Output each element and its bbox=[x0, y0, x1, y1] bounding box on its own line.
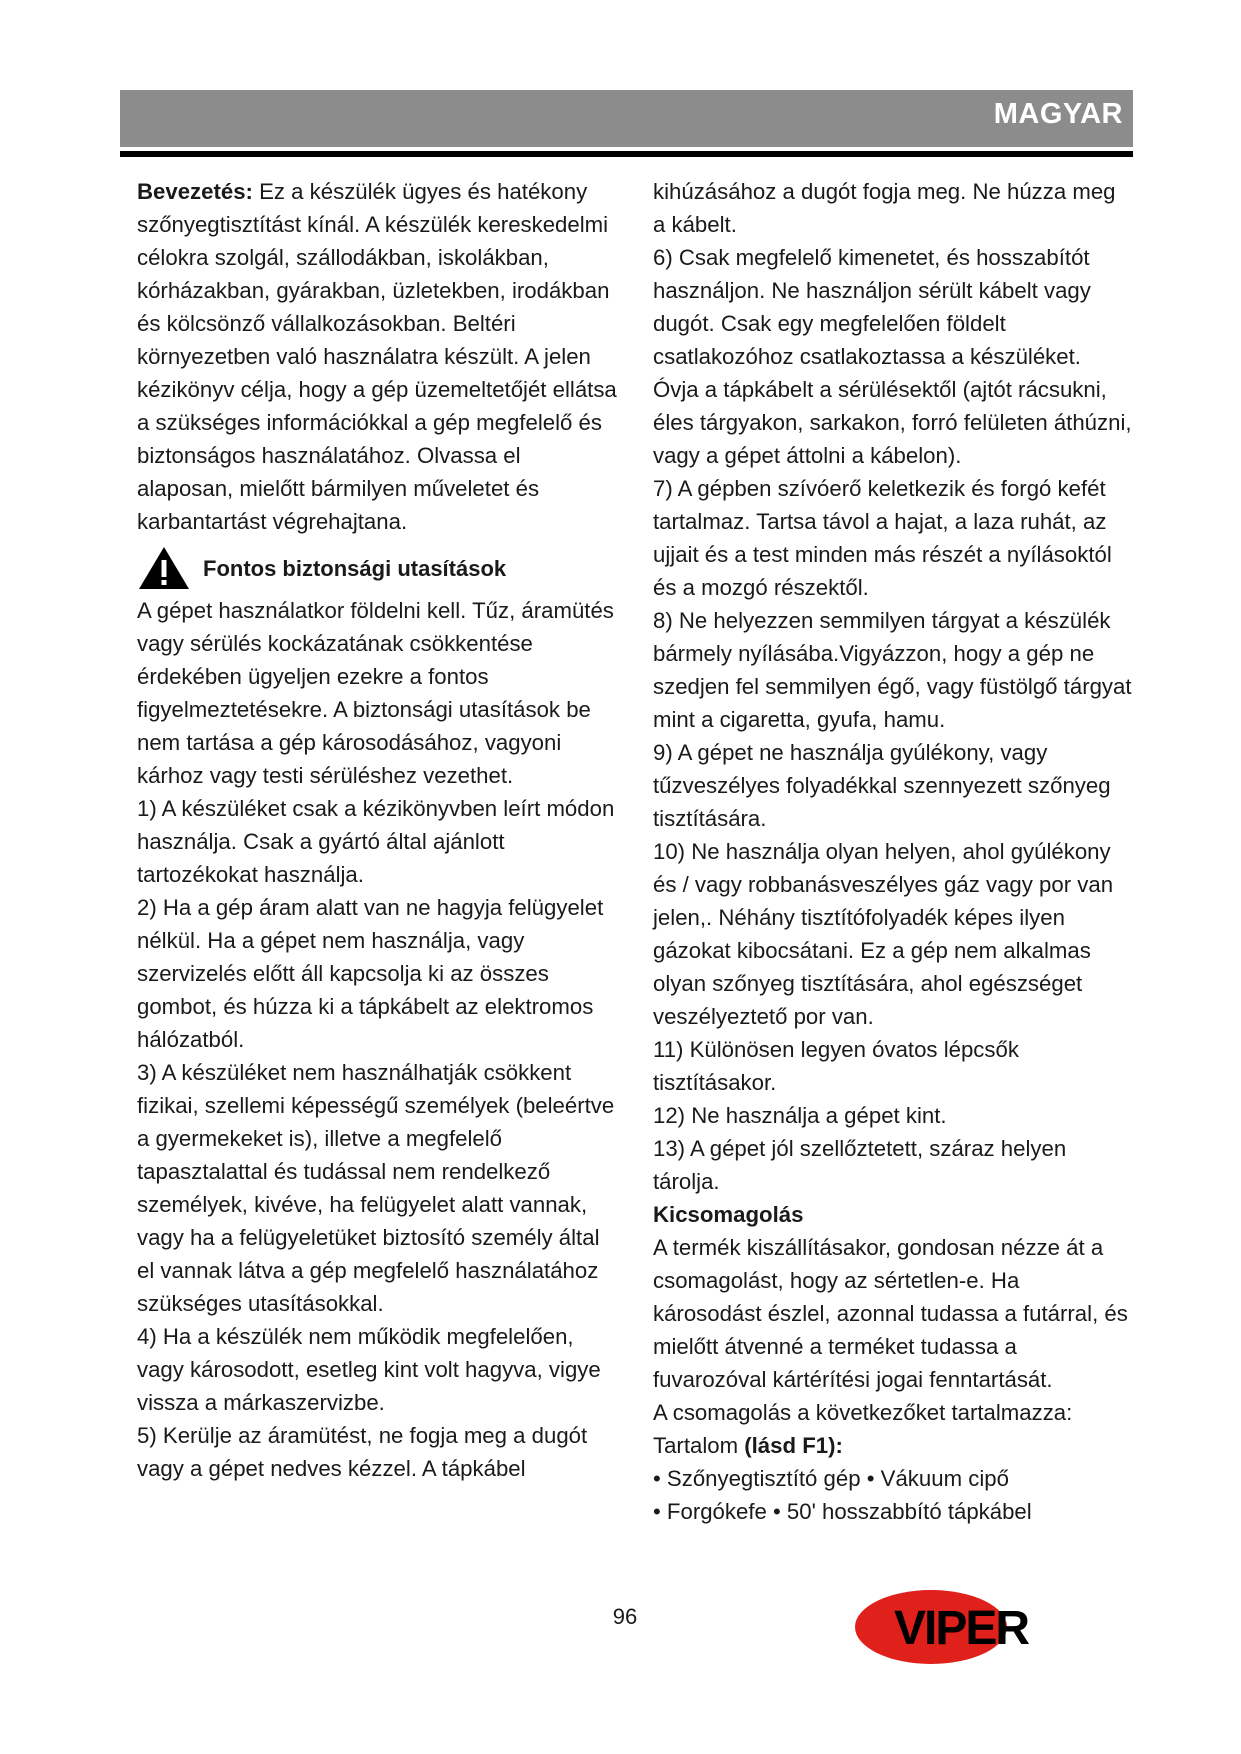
left-column bbox=[137, 175, 617, 1485]
cable-note: Óvja a tápkábelt a sérülésektől (ajtót rácsukni, éles tárgyakon, sarkakon, forró felületen áthúzni, vagy a gépet áttolni a kábelon). bbox=[653, 377, 1132, 468]
page-number: 96 bbox=[612, 1604, 638, 1629]
safety-item-5-continued: kihúzásához a dugót fogja meg. Ne húzza meg a kábelt. bbox=[653, 179, 1116, 237]
language-label: MAGYAR bbox=[993, 98, 1123, 130]
safety-title: Fontos biztonsági utasítások bbox=[203, 555, 507, 581]
safety-item-9: 9) A gépet ne használja gyúlékony, vagy tűzveszélyes folyadékkal szennyezett szőnyeg tisztítására. bbox=[653, 740, 1111, 831]
contents-line bbox=[653, 1429, 1133, 1462]
warning-icon bbox=[137, 545, 191, 591]
header-bar bbox=[120, 90, 1133, 147]
unpacking-title: Kicsomagolás bbox=[653, 1202, 804, 1227]
header-rule bbox=[120, 151, 1133, 157]
contents-list bbox=[653, 1462, 1133, 1528]
intro-text: Ez a készülék ügyes és hatékony szőnyegtisztítást kínál. A készülék kereskedelmi célokra szolgál, szállodákban, iskolákban, kórházakban, gyárakban, üzletekben, irodákban és kölcsönző vállalkozásokban. Beltéri környezetben való használatra készült. A jelen kézikönyv célja, hogy a gép üzemeltetőjét ellátsa a szükséges információkkal a gép megfelelő és biztonságos használatához. Olvassa el alaposan, mielőtt bármilyen műveletet és karbantartást végrehajtana. bbox=[137, 179, 617, 534]
safety-item-4: 4) Ha a készülék nem működik megfelelően, vagy károsodott, esetleg kint volt hagyva, vigye vissza a márkaszervizbe. bbox=[137, 1324, 601, 1415]
safety-item-5: 5) Kerülje az áramütést, ne fogja meg a dugót vagy a gépet nedves kézzel. A tápkábel bbox=[137, 1423, 588, 1481]
safety-item-12: 12) Ne használja a gépet kint. bbox=[653, 1103, 947, 1128]
safety-item-8: 8) Ne helyezzen semmilyen tárgyat a készülék bármely nyílásába.Vigyázzon, hogy a gép ne szedjen fel semmilyen égő, vagy füstölgő tárgyat mint a cigaretta, gyufa, hamu. bbox=[653, 608, 1132, 732]
safety-intro: A gépet használatkor földelni kell. Tűz, áramütés vagy sérülés kockázatának csökkentése érdekében ügyeljen ezekre a fontos figyelmeztetésekre. A biztonsági utasítások be nem tartása a gép károsodásához, vagyoni kárhoz vagy testi sérüléshez vezethet. bbox=[137, 598, 614, 788]
safety-heading bbox=[137, 542, 617, 594]
list-item: • Szőnyegtisztító gép • Vákuum cipő bbox=[653, 1466, 1009, 1491]
safety-item-2: 2) Ha a gép áram alatt van ne hagyja felügyelet nélkül. Ha a gépet nem használja, vagy szervizelés előtt áll kapcsolja ki az összes gombot, és húzza ki a tápkábelt az elektromos hálózatból. bbox=[137, 895, 604, 1052]
safety-item-3: 3) A készüléket nem használhatják csökkent fizikai, szellemi képességű személyek (beleértve a gyermekeket is), illetve a megfelelő tapasztalattal és tudással nem rendelkező személyek, kivéve, ha felügyelet alatt vannak, vagy ha a felügyeletüket biztosító személy által el vannak látva a gép megfelelő használatához szükséges utasításokkal. bbox=[137, 1060, 615, 1316]
safety-item-6: 6) Csak megfelelő kimenetet, és hosszabítót használjon. Ne használjon sérült kábelt vagy dugót. Csak egy megfelelően földelt csatlakozóhoz csatlakoztassa a készüléket. bbox=[653, 245, 1091, 369]
safety-item-11: 11) Különösen legyen óvatos lépcsők tisztításakor. bbox=[653, 1037, 1019, 1095]
logo-text: VIPER bbox=[893, 1602, 1029, 1655]
intro-paragraph bbox=[137, 175, 617, 538]
contents-label: Tartalom bbox=[653, 1433, 745, 1458]
unpacking-text: A termék kiszállításakor, gondosan nézze át a csomagolást, hogy az sértetlen-e. Ha károsodást észlel, azonnal tudassa a futárral, és mielőtt átvenné a terméket tudassa a fuvarozóval kártérítési jogai fenntartását. bbox=[653, 1235, 1128, 1392]
safety-item-10: 10) Ne használja olyan helyen, ahol gyúlékony és / vagy robbanásveszélyes gáz vagy por van jelen,. Néhány tisztítófolyadék képes ilyen gázokat kibocsátani. Ez a gép nem alkalmas olyan szőnyeg tisztítására, ahol egészséget veszélyeztető por van. bbox=[653, 839, 1114, 1029]
intro-label: Bevezetés: bbox=[137, 179, 253, 204]
list-item: • Forgókefe • 50' hosszabbító tápkábel bbox=[653, 1499, 1032, 1524]
contents-intro: A csomagolás a következőket tartalmazza: bbox=[653, 1400, 1073, 1425]
right-column bbox=[653, 175, 1133, 1528]
safety-item-1: 1) A készüléket csak a kézikönyvben leírt módon használja. Csak a gyártó által ajánlott tartozékokat használja. bbox=[137, 796, 615, 887]
contents-ref: (lásd F1): bbox=[744, 1433, 843, 1458]
viper-logo bbox=[853, 1586, 1063, 1668]
safety-item-7: 7) A gépben szívóerő keletkezik és forgó kefét tartalmaz. Tartsa távol a hajat, a laza ruhát, az ujjait és a test minden más részét a nyílásoktól és a mozgó részektől. bbox=[653, 476, 1112, 600]
safety-item-13: 13) A gépet jól szellőztetett, száraz helyen tárolja. bbox=[653, 1136, 1067, 1194]
